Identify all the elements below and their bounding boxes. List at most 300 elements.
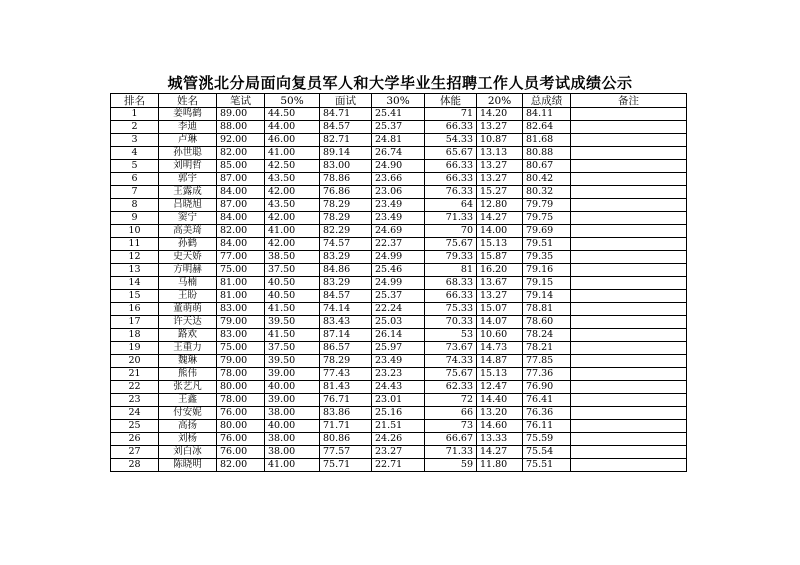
rank-cell: 5 bbox=[111, 160, 159, 173]
header-interview-30: 30% bbox=[372, 94, 425, 108]
table-row bbox=[111, 420, 687, 433]
interview-30-cell: 26.74 bbox=[372, 147, 425, 160]
table-row bbox=[111, 121, 687, 134]
interview-cell: 71.71 bbox=[320, 420, 372, 433]
written-cell: 75.00 bbox=[217, 342, 265, 355]
total-cell: 75.59 bbox=[523, 433, 571, 446]
written-cell: 84.00 bbox=[217, 186, 265, 199]
interview-cell: 83.29 bbox=[320, 277, 372, 290]
physical-cell: 71.33 bbox=[425, 446, 477, 459]
total-cell: 75.54 bbox=[523, 446, 571, 459]
written-50-cell: 37.50 bbox=[265, 342, 320, 355]
name-cell: 吕晓旭 bbox=[159, 199, 217, 212]
physical-cell: 73 bbox=[425, 420, 477, 433]
interview-cell: 82.29 bbox=[320, 225, 372, 238]
interview-cell: 84.57 bbox=[320, 290, 372, 303]
physical-cell: 70 bbox=[425, 225, 477, 238]
interview-cell: 78.29 bbox=[320, 212, 372, 225]
physical-cell: 66.33 bbox=[425, 173, 477, 186]
remarks-cell bbox=[571, 199, 687, 212]
written-50-cell: 40.00 bbox=[265, 381, 320, 394]
physical-20-cell: 13.27 bbox=[477, 173, 523, 186]
physical-20-cell: 13.27 bbox=[477, 290, 523, 303]
rank-cell: 1 bbox=[111, 108, 159, 121]
name-cell: 董萌萌 bbox=[159, 303, 217, 316]
physical-cell: 65.67 bbox=[425, 147, 477, 160]
physical-20-cell: 14.40 bbox=[477, 394, 523, 407]
rank-cell: 20 bbox=[111, 355, 159, 368]
table-row bbox=[111, 199, 687, 212]
physical-cell: 71 bbox=[425, 108, 477, 121]
total-cell: 79.79 bbox=[523, 199, 571, 212]
written-cell: 75.00 bbox=[217, 264, 265, 277]
physical-20-cell: 15.27 bbox=[477, 186, 523, 199]
physical-20-cell: 15.07 bbox=[477, 303, 523, 316]
physical-cell: 76.33 bbox=[425, 186, 477, 199]
table-row bbox=[111, 433, 687, 446]
interview-30-cell: 24.99 bbox=[372, 277, 425, 290]
remarks-cell bbox=[571, 238, 687, 251]
table-row bbox=[111, 212, 687, 225]
physical-20-cell: 14.07 bbox=[477, 316, 523, 329]
table-row bbox=[111, 186, 687, 199]
rank-cell: 23 bbox=[111, 394, 159, 407]
written-cell: 87.00 bbox=[217, 173, 265, 186]
name-cell: 付安妮 bbox=[159, 407, 217, 420]
remarks-cell bbox=[571, 173, 687, 186]
written-50-cell: 37.50 bbox=[265, 264, 320, 277]
table-row bbox=[111, 446, 687, 459]
header-physical: 体能 bbox=[425, 94, 477, 108]
interview-cell: 83.86 bbox=[320, 407, 372, 420]
interview-30-cell: 23.49 bbox=[372, 212, 425, 225]
physical-20-cell: 15.13 bbox=[477, 238, 523, 251]
interview-30-cell: 25.37 bbox=[372, 290, 425, 303]
physical-cell: 64 bbox=[425, 199, 477, 212]
remarks-cell bbox=[571, 342, 687, 355]
written-50-cell: 41.50 bbox=[265, 329, 320, 342]
total-cell: 80.88 bbox=[523, 147, 571, 160]
remarks-cell bbox=[571, 264, 687, 277]
remarks-cell bbox=[571, 316, 687, 329]
total-cell: 75.51 bbox=[523, 459, 571, 472]
interview-30-cell: 22.71 bbox=[372, 459, 425, 472]
physical-20-cell: 10.60 bbox=[477, 329, 523, 342]
name-cell: 高美琦 bbox=[159, 225, 217, 238]
remarks-cell bbox=[571, 433, 687, 446]
remarks-cell bbox=[571, 407, 687, 420]
written-50-cell: 43.50 bbox=[265, 173, 320, 186]
written-50-cell: 44.00 bbox=[265, 121, 320, 134]
total-cell: 76.11 bbox=[523, 420, 571, 433]
name-cell: 李迪 bbox=[159, 121, 217, 134]
table-row bbox=[111, 316, 687, 329]
written-cell: 79.00 bbox=[217, 355, 265, 368]
written-50-cell: 44.50 bbox=[265, 108, 320, 121]
written-cell: 80.00 bbox=[217, 381, 265, 394]
rank-cell: 24 bbox=[111, 407, 159, 420]
total-cell: 84.11 bbox=[523, 108, 571, 121]
total-cell: 78.60 bbox=[523, 316, 571, 329]
table-row bbox=[111, 381, 687, 394]
written-cell: 82.00 bbox=[217, 225, 265, 238]
interview-30-cell: 25.16 bbox=[372, 407, 425, 420]
physical-20-cell: 13.27 bbox=[477, 121, 523, 134]
written-50-cell: 39.00 bbox=[265, 394, 320, 407]
name-cell: 孙鹤 bbox=[159, 238, 217, 251]
name-cell: 王重力 bbox=[159, 342, 217, 355]
written-cell: 77.00 bbox=[217, 251, 265, 264]
interview-30-cell: 23.27 bbox=[372, 446, 425, 459]
score-table bbox=[110, 93, 687, 472]
remarks-cell bbox=[571, 446, 687, 459]
rank-cell: 9 bbox=[111, 212, 159, 225]
written-cell: 83.00 bbox=[217, 329, 265, 342]
name-cell: 王露成 bbox=[159, 186, 217, 199]
table-row bbox=[111, 225, 687, 238]
name-cell: 方明赫 bbox=[159, 264, 217, 277]
interview-30-cell: 25.37 bbox=[372, 121, 425, 134]
written-cell: 82.00 bbox=[217, 459, 265, 472]
remarks-cell bbox=[571, 147, 687, 160]
interview-cell: 78.86 bbox=[320, 173, 372, 186]
table-row bbox=[111, 251, 687, 264]
interview-cell: 75.71 bbox=[320, 459, 372, 472]
written-cell: 79.00 bbox=[217, 316, 265, 329]
physical-20-cell: 14.27 bbox=[477, 446, 523, 459]
name-cell: 魏琳 bbox=[159, 355, 217, 368]
interview-cell: 89.14 bbox=[320, 147, 372, 160]
name-cell: 刘白冰 bbox=[159, 446, 217, 459]
written-50-cell: 41.00 bbox=[265, 225, 320, 238]
physical-20-cell: 14.73 bbox=[477, 342, 523, 355]
interview-30-cell: 23.49 bbox=[372, 355, 425, 368]
total-cell: 79.35 bbox=[523, 251, 571, 264]
rank-cell: 12 bbox=[111, 251, 159, 264]
written-50-cell: 42.50 bbox=[265, 160, 320, 173]
physical-20-cell: 15.87 bbox=[477, 251, 523, 264]
remarks-cell bbox=[571, 420, 687, 433]
remarks-cell bbox=[571, 108, 687, 121]
interview-30-cell: 22.24 bbox=[372, 303, 425, 316]
table-row bbox=[111, 459, 687, 472]
written-cell: 76.00 bbox=[217, 446, 265, 459]
rank-cell: 7 bbox=[111, 186, 159, 199]
interview-cell: 81.43 bbox=[320, 381, 372, 394]
physical-20-cell: 14.20 bbox=[477, 108, 523, 121]
table-row bbox=[111, 264, 687, 277]
header-total: 总成绩 bbox=[523, 94, 571, 108]
written-50-cell: 42.00 bbox=[265, 238, 320, 251]
physical-cell: 74.33 bbox=[425, 355, 477, 368]
interview-cell: 87.14 bbox=[320, 329, 372, 342]
written-50-cell: 43.50 bbox=[265, 199, 320, 212]
written-50-cell: 38.00 bbox=[265, 446, 320, 459]
table-row bbox=[111, 108, 687, 121]
interview-cell: 77.43 bbox=[320, 368, 372, 381]
remarks-cell bbox=[571, 225, 687, 238]
total-cell: 78.81 bbox=[523, 303, 571, 316]
physical-cell: 73.67 bbox=[425, 342, 477, 355]
total-cell: 81.68 bbox=[523, 134, 571, 147]
interview-cell: 76.86 bbox=[320, 186, 372, 199]
physical-20-cell: 14.87 bbox=[477, 355, 523, 368]
total-cell: 78.24 bbox=[523, 329, 571, 342]
interview-cell: 77.57 bbox=[320, 446, 372, 459]
interview-cell: 80.86 bbox=[320, 433, 372, 446]
physical-cell: 66 bbox=[425, 407, 477, 420]
remarks-cell bbox=[571, 160, 687, 173]
rank-cell: 22 bbox=[111, 381, 159, 394]
written-50-cell: 39.00 bbox=[265, 368, 320, 381]
interview-cell: 83.29 bbox=[320, 251, 372, 264]
physical-20-cell: 12.80 bbox=[477, 199, 523, 212]
rank-cell: 18 bbox=[111, 329, 159, 342]
total-cell: 77.36 bbox=[523, 368, 571, 381]
name-cell: 路欢 bbox=[159, 329, 217, 342]
rank-cell: 26 bbox=[111, 433, 159, 446]
interview-30-cell: 24.90 bbox=[372, 160, 425, 173]
written-cell: 78.00 bbox=[217, 394, 265, 407]
header-name: 姓名 bbox=[159, 94, 217, 108]
table-row bbox=[111, 394, 687, 407]
written-cell: 88.00 bbox=[217, 121, 265, 134]
table-row bbox=[111, 160, 687, 173]
interview-30-cell: 23.06 bbox=[372, 186, 425, 199]
name-cell: 马楠 bbox=[159, 277, 217, 290]
name-cell: 高扬 bbox=[159, 420, 217, 433]
physical-cell: 71.33 bbox=[425, 212, 477, 225]
physical-20-cell: 14.60 bbox=[477, 420, 523, 433]
rank-cell: 2 bbox=[111, 121, 159, 134]
rank-cell: 19 bbox=[111, 342, 159, 355]
table-row bbox=[111, 277, 687, 290]
written-cell: 78.00 bbox=[217, 368, 265, 381]
table-body bbox=[111, 108, 687, 472]
interview-30-cell: 24.81 bbox=[372, 134, 425, 147]
remarks-cell bbox=[571, 459, 687, 472]
written-cell: 80.00 bbox=[217, 420, 265, 433]
rank-cell: 3 bbox=[111, 134, 159, 147]
rank-cell: 11 bbox=[111, 238, 159, 251]
interview-30-cell: 23.01 bbox=[372, 394, 425, 407]
written-cell: 76.00 bbox=[217, 407, 265, 420]
written-cell: 83.00 bbox=[217, 303, 265, 316]
physical-cell: 81 bbox=[425, 264, 477, 277]
written-cell: 81.00 bbox=[217, 277, 265, 290]
interview-30-cell: 23.49 bbox=[372, 199, 425, 212]
total-cell: 79.16 bbox=[523, 264, 571, 277]
name-cell: 窦宁 bbox=[159, 212, 217, 225]
remarks-cell bbox=[571, 303, 687, 316]
total-cell: 79.75 bbox=[523, 212, 571, 225]
header-physical-20: 20% bbox=[477, 94, 523, 108]
written-cell: 87.00 bbox=[217, 199, 265, 212]
interview-30-cell: 25.97 bbox=[372, 342, 425, 355]
physical-20-cell: 12.47 bbox=[477, 381, 523, 394]
written-cell: 84.00 bbox=[217, 238, 265, 251]
written-cell: 92.00 bbox=[217, 134, 265, 147]
header-interview: 面试 bbox=[320, 94, 372, 108]
total-cell: 76.41 bbox=[523, 394, 571, 407]
remarks-cell bbox=[571, 212, 687, 225]
interview-cell: 78.29 bbox=[320, 199, 372, 212]
name-cell: 郭宇 bbox=[159, 173, 217, 186]
written-cell: 82.00 bbox=[217, 147, 265, 160]
physical-cell: 75.33 bbox=[425, 303, 477, 316]
remarks-cell bbox=[571, 368, 687, 381]
rank-cell: 13 bbox=[111, 264, 159, 277]
name-cell: 孙世聪 bbox=[159, 147, 217, 160]
rank-cell: 8 bbox=[111, 199, 159, 212]
interview-cell: 83.00 bbox=[320, 160, 372, 173]
table-row bbox=[111, 342, 687, 355]
total-cell: 80.67 bbox=[523, 160, 571, 173]
interview-30-cell: 21.51 bbox=[372, 420, 425, 433]
interview-30-cell: 24.69 bbox=[372, 225, 425, 238]
written-50-cell: 38.00 bbox=[265, 407, 320, 420]
table-row bbox=[111, 173, 687, 186]
interview-30-cell: 22.37 bbox=[372, 238, 425, 251]
physical-20-cell: 14.27 bbox=[477, 212, 523, 225]
physical-cell: 62.33 bbox=[425, 381, 477, 394]
physical-20-cell: 13.13 bbox=[477, 147, 523, 160]
name-cell: 卢琳 bbox=[159, 134, 217, 147]
written-50-cell: 39.50 bbox=[265, 355, 320, 368]
remarks-cell bbox=[571, 277, 687, 290]
written-50-cell: 38.50 bbox=[265, 251, 320, 264]
name-cell: 刘明哲 bbox=[159, 160, 217, 173]
page-title: 城管洮北分局面向复员军人和大学毕业生招聘工作人员考试成绩公示 bbox=[167, 74, 633, 92]
interview-30-cell: 25.46 bbox=[372, 264, 425, 277]
total-cell: 82.64 bbox=[523, 121, 571, 134]
rank-cell: 17 bbox=[111, 316, 159, 329]
written-50-cell: 40.50 bbox=[265, 277, 320, 290]
physical-cell: 66.67 bbox=[425, 433, 477, 446]
written-cell: 85.00 bbox=[217, 160, 265, 173]
physical-cell: 59 bbox=[425, 459, 477, 472]
physical-cell: 54.33 bbox=[425, 134, 477, 147]
interview-cell: 74.14 bbox=[320, 303, 372, 316]
rank-cell: 10 bbox=[111, 225, 159, 238]
table-header-row bbox=[111, 94, 687, 108]
physical-cell: 68.33 bbox=[425, 277, 477, 290]
rank-cell: 6 bbox=[111, 173, 159, 186]
rank-cell: 21 bbox=[111, 368, 159, 381]
physical-cell: 66.33 bbox=[425, 290, 477, 303]
written-50-cell: 42.00 bbox=[265, 186, 320, 199]
total-cell: 80.32 bbox=[523, 186, 571, 199]
name-cell: 姜鸣鹤 bbox=[159, 108, 217, 121]
table-row bbox=[111, 407, 687, 420]
rank-cell: 14 bbox=[111, 277, 159, 290]
table-row bbox=[111, 329, 687, 342]
table-row bbox=[111, 355, 687, 368]
remarks-cell bbox=[571, 134, 687, 147]
interview-30-cell: 25.41 bbox=[372, 108, 425, 121]
total-cell: 80.42 bbox=[523, 173, 571, 186]
remarks-cell bbox=[571, 394, 687, 407]
interview-30-cell: 23.66 bbox=[372, 173, 425, 186]
physical-cell: 75.67 bbox=[425, 368, 477, 381]
interview-30-cell: 24.26 bbox=[372, 433, 425, 446]
total-cell: 79.14 bbox=[523, 290, 571, 303]
physical-20-cell: 14.00 bbox=[477, 225, 523, 238]
rank-cell: 15 bbox=[111, 290, 159, 303]
physical-20-cell: 13.33 bbox=[477, 433, 523, 446]
interview-cell: 78.29 bbox=[320, 355, 372, 368]
interview-30-cell: 23.23 bbox=[372, 368, 425, 381]
rank-cell: 16 bbox=[111, 303, 159, 316]
total-cell: 79.69 bbox=[523, 225, 571, 238]
written-50-cell: 42.00 bbox=[265, 212, 320, 225]
written-50-cell: 40.00 bbox=[265, 420, 320, 433]
written-cell: 84.00 bbox=[217, 212, 265, 225]
total-cell: 76.36 bbox=[523, 407, 571, 420]
name-cell: 王鑫 bbox=[159, 394, 217, 407]
table-row bbox=[111, 147, 687, 160]
written-cell: 76.00 bbox=[217, 433, 265, 446]
rank-cell: 27 bbox=[111, 446, 159, 459]
interview-cell: 84.71 bbox=[320, 108, 372, 121]
total-cell: 78.21 bbox=[523, 342, 571, 355]
remarks-cell bbox=[571, 186, 687, 199]
remarks-cell bbox=[571, 381, 687, 394]
total-cell: 77.85 bbox=[523, 355, 571, 368]
total-cell: 79.15 bbox=[523, 277, 571, 290]
name-cell: 熊伟 bbox=[159, 368, 217, 381]
physical-20-cell: 11.80 bbox=[477, 459, 523, 472]
header-written: 笔试 bbox=[217, 94, 265, 108]
total-cell: 79.51 bbox=[523, 238, 571, 251]
interview-cell: 86.57 bbox=[320, 342, 372, 355]
remarks-cell bbox=[571, 251, 687, 264]
interview-cell: 82.71 bbox=[320, 134, 372, 147]
name-cell: 史天娇 bbox=[159, 251, 217, 264]
physical-cell: 72 bbox=[425, 394, 477, 407]
header-rank: 排名 bbox=[111, 94, 159, 108]
written-50-cell: 40.50 bbox=[265, 290, 320, 303]
name-cell: 许天达 bbox=[159, 316, 217, 329]
written-cell: 81.00 bbox=[217, 290, 265, 303]
interview-cell: 74.57 bbox=[320, 238, 372, 251]
name-cell: 王盼 bbox=[159, 290, 217, 303]
interview-30-cell: 24.99 bbox=[372, 251, 425, 264]
interview-cell: 84.57 bbox=[320, 121, 372, 134]
total-cell: 76.90 bbox=[523, 381, 571, 394]
rank-cell: 25 bbox=[111, 420, 159, 433]
remarks-cell bbox=[571, 121, 687, 134]
remarks-cell bbox=[571, 355, 687, 368]
physical-20-cell: 16.20 bbox=[477, 264, 523, 277]
physical-cell: 66.33 bbox=[425, 121, 477, 134]
physical-20-cell: 13.67 bbox=[477, 277, 523, 290]
physical-cell: 66.33 bbox=[425, 160, 477, 173]
name-cell: 陈晓明 bbox=[159, 459, 217, 472]
written-50-cell: 38.00 bbox=[265, 433, 320, 446]
physical-cell: 75.67 bbox=[425, 238, 477, 251]
rank-cell: 28 bbox=[111, 459, 159, 472]
written-50-cell: 46.00 bbox=[265, 134, 320, 147]
interview-cell: 83.43 bbox=[320, 316, 372, 329]
table-row bbox=[111, 238, 687, 251]
interview-30-cell: 26.14 bbox=[372, 329, 425, 342]
written-50-cell: 41.50 bbox=[265, 303, 320, 316]
physical-20-cell: 13.27 bbox=[477, 160, 523, 173]
physical-20-cell: 10.87 bbox=[477, 134, 523, 147]
table-row bbox=[111, 368, 687, 381]
header-remarks: 备注 bbox=[571, 94, 687, 108]
